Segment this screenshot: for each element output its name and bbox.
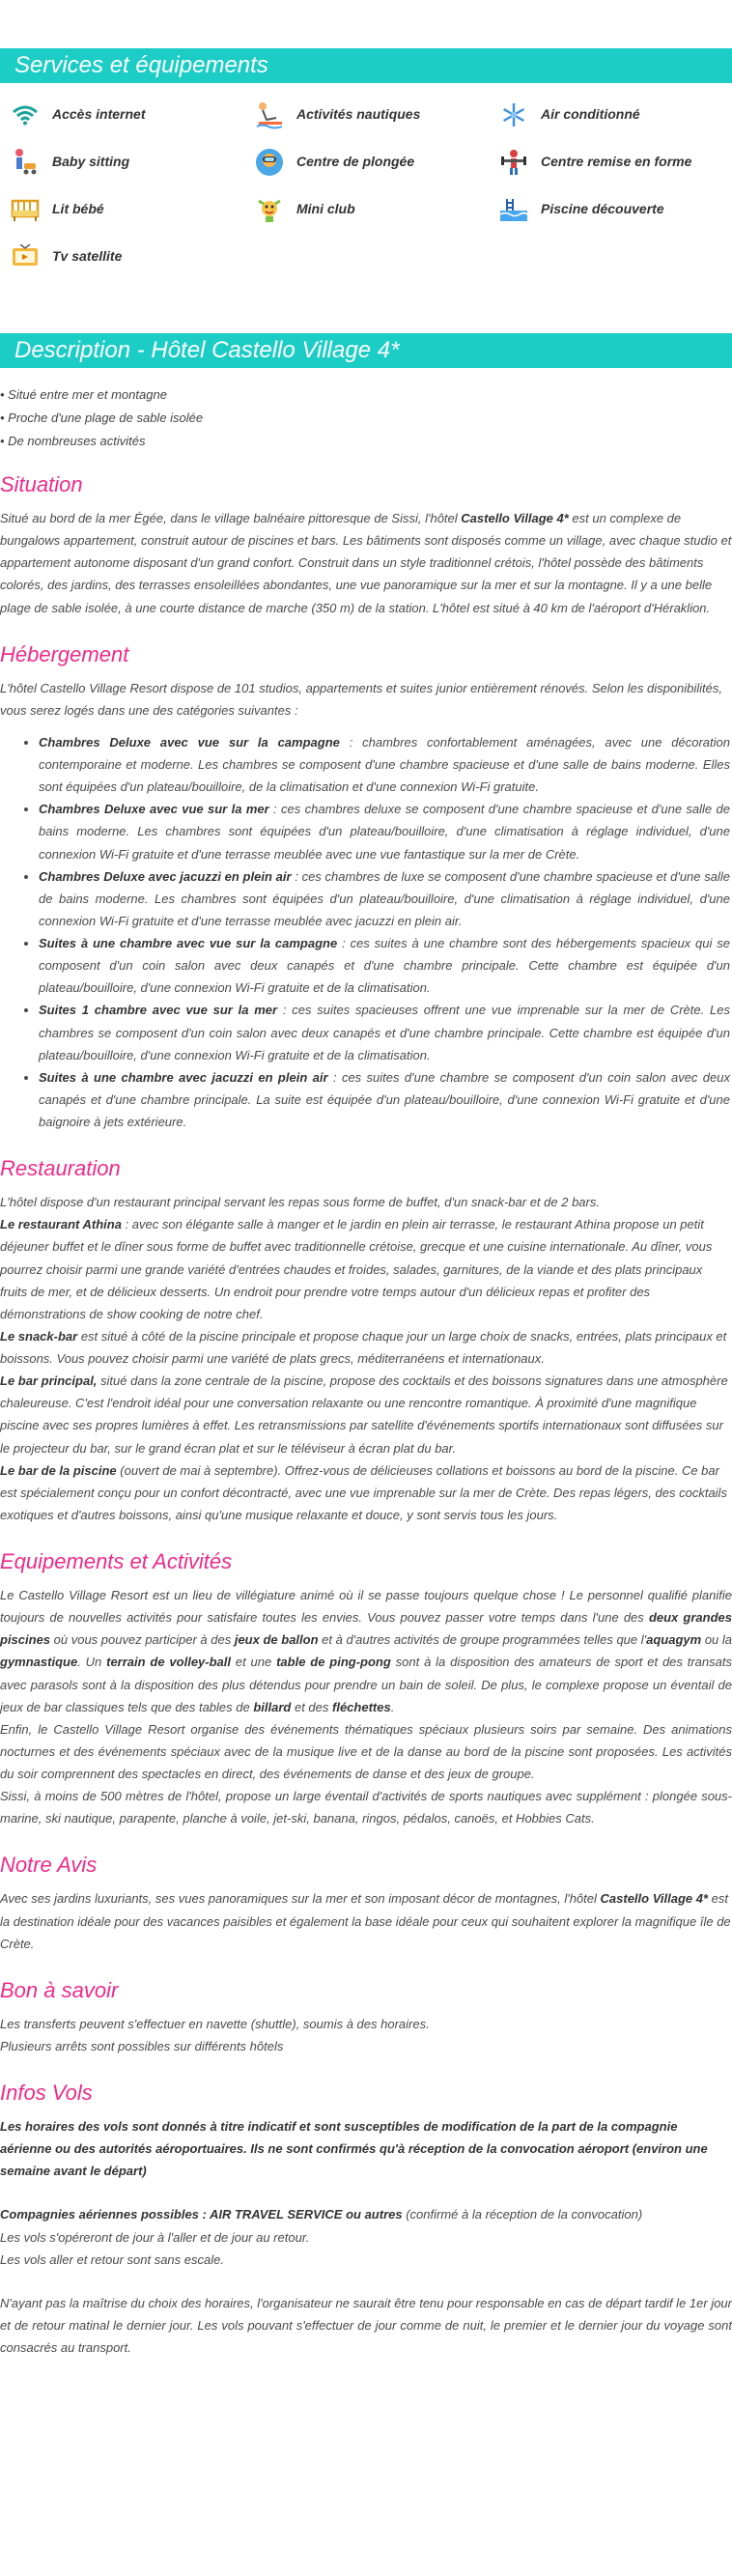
fitness-icon	[498, 147, 529, 178]
diving-icon	[254, 147, 285, 178]
main-bar-text	[0, 1370, 732, 1459]
avis-section	[0, 1851, 732, 1954]
room-type-item	[39, 731, 732, 798]
service-label: Tv satellite	[52, 248, 123, 265]
highlights-list	[0, 383, 732, 453]
pool-bar-text	[0, 1459, 732, 1526]
service-label: Activités nautiques	[296, 106, 421, 123]
warning-text: Les horaires des vols sont donnés à titre indicatif et sont susceptibles de modification de la part de la compagnie aérienne ou des autorités aéroportuaires. Ils ne sont confirmés qu'à réception de la convocation aéroport (environ une semaine avant le départ)	[0, 2119, 708, 2179]
service-item-internet	[10, 91, 254, 138]
highlight: table de ping-pong	[276, 1655, 391, 1670]
highlight: jeux de ballon	[234, 1632, 319, 1648]
crib-icon	[10, 194, 41, 225]
service-item-nautical	[254, 91, 498, 138]
stops-info: Plusieurs arrêts sont possibles sur différents hôtels	[0, 2038, 284, 2053]
situation-heading: Situation	[0, 472, 83, 496]
services-grid	[0, 83, 732, 280]
room-type-name: Chambres Deluxe avec vue sur la campagne	[39, 734, 340, 750]
room-type-name: Suites 1 chambre avec vue sur la mer	[39, 1003, 278, 1018]
description-banner	[0, 333, 732, 368]
water-sports-paragraph: Sissi, à moins de 500 mètres de l'hôtel, propose un large éventail d'activités de sports nautiques avec supplément : plongée sous-marine, ski nautique, parapente, planche à voile, jet-ski, banana, ringos, pédalos, canoës, et Hobbies Cats.	[0, 1789, 732, 1826]
highlight: billard	[253, 1699, 292, 1714]
room-type-text: : chambres confortablement aménagées, avec une décoration contemporaine et moderne. Les chambres se composent d'une chambre spacieuse et d'une salle de bains moderne. Elles sont équipées d'un plateau/bouilloire, de la climatisation et d'une connexion Wi-Fi gratuite.	[39, 734, 730, 795]
room-type-text: : ces suites d'une chambre se composent d'un coin salon avec deux canapés et d'une chambre principale. La suite est équipée d'un plateau/bouilloire, d'une connexion Wi-Fi gratuite et d'une baignoire à jets extérieure.	[39, 1069, 730, 1129]
room-type-name: Chambres Deluxe avec jacuzzi en plein air	[39, 868, 292, 884]
text-run: .	[390, 1699, 395, 1714]
airlines-label: Compagnies aériennes possibles : AIR TRAVEL SERVICE ou autres	[0, 2207, 403, 2222]
pool-bar-name: Le bar de la piscine	[0, 1462, 117, 1478]
spacer	[0, 2182, 732, 2203]
service-label: Piscine découverte	[541, 201, 664, 217]
text-run: Avec ses jardins luxuriants, ses vues panoramiques sur la mer et son imposant décor de montagnes, l'hôtel	[0, 1891, 601, 1907]
transfer-info: Les transferts peuvent s'effectuer en navette (shuttle), soumis à des horaires.	[0, 2016, 430, 2031]
situation-text	[0, 507, 732, 619]
baby-sitting-icon	[10, 147, 41, 178]
text-run: est la destination idéale pour des vacances paisibles et également la base idéale pour ceux qui souhaitent explorer la magnifique île de Crète.	[0, 1891, 731, 1951]
text-run: sont à la disposition des amateurs de sport et des transats avec parasols sont à la disposition des plus détendus pour prendre un bain de soleil. De plus, le complexe propose un éventail de jeux de bar classiques tels que des tables de	[0, 1655, 732, 1714]
text-run: et à d'autres activités de groupe programmées telles que l'	[318, 1632, 647, 1648]
room-type-item	[39, 999, 732, 1065]
room-type-name: Suites à une chambre avec jacuzzi en plein air	[39, 1069, 328, 1085]
flight-warning	[0, 2115, 732, 2182]
restaurant-name: Le restaurant Athina	[0, 1217, 122, 1232]
room-type-item	[39, 932, 732, 999]
services-banner	[0, 48, 732, 83]
service-label: Mini club	[296, 201, 355, 217]
highlight: gymnastique	[0, 1655, 78, 1670]
bon-text	[0, 2013, 732, 2057]
text-run: Situé au bord de la mer Égée, dans le village balnéaire pittoresque de Sissi, l'hôtel	[0, 511, 462, 525]
room-type-item	[39, 1066, 732, 1133]
service-item-tv	[10, 233, 254, 280]
spacer	[0, 2271, 732, 2292]
service-label: Accès internet	[52, 106, 146, 123]
text-run: où vous pouvez participer à des	[50, 1632, 235, 1648]
snack-bar-text	[0, 1325, 732, 1370]
services-title: Services et équipements	[14, 52, 268, 78]
avis-heading: Notre Avis	[0, 1853, 98, 1878]
restaurant-athina-text	[0, 1213, 732, 1325]
room-type-item	[39, 865, 732, 932]
service-item-miniclub	[254, 185, 498, 233]
text-run: : avec son élégante salle à manger et le jardin en plein air terrasse, le restaurant Athina propose un petit déjeuner buffet et le dîner sous forme de buffet avec traditionnelle crétoise, grecque et une cuisine internationale. Au dîner, vous pourrez choisir parmi une grande variété d'entrées chaudes et froides, salades, garnitures, de la viande et des plats principaux fruits de mer, et de délicieux desserts. Un endroit pour prendre votre temps autour d'un délicieux repas et profiter des démonstrations de show cooking de notre chef.	[0, 1217, 713, 1321]
service-item-crib	[10, 185, 254, 233]
restauration-intro: L'hôtel dispose d'un restaurant principal servant les repas sous forme de buffet, d'un snack-bar et de 2 bars.	[0, 1195, 600, 1210]
text-run: est un complexe de bungalows appartement, construit autour de piscines et bars. Les bâtiments sont disposés comme un village, avec chaque studio et appartement autonome disposant d'un grand confort. Construit dans un style traditionnel crétois, l'hôtel possède des bâtiments colorés, des jardins, des terrasses ensoleillées abondantes, une vue panoramique sur la mer et sur la montagne. Il y a une belle plage de sable isolée, à une courte distance de marche (350 m) de la station. L'hôtel est situé à 40 km de l'aéroport d'Héraklion.	[0, 511, 732, 615]
highlight-item: • Situé entre mer et montagne	[0, 387, 167, 402]
equipements-text	[0, 1584, 732, 1829]
disclaimer: N'ayant pas la maîtrise du choix des horaires, l'organisateur ne saurait être tenu pour responsable en cas de départ tardif le 1er jour et de retour matinal le dernier jour. Les vols pouvant s'effectuer de jour comme de nuit, le premier et le dernier jour du voyage sont consacrés au transport.	[0, 2295, 732, 2355]
service-label: Air conditionné	[541, 106, 640, 123]
airlines-info	[0, 2203, 732, 2225]
room-type-name: Suites à une chambre avec vue sur la campagne	[39, 936, 338, 950]
description-title: Description - Hôtel Castello Village 4*	[14, 337, 400, 363]
text-run: est situé à côté de la piscine principale et propose chaque jour un large choix de snacks, entrées, plats principaux et boissons. Vous pouvez choisir parmi une variété de plats grecs, méditerranéens et internationaux.	[0, 1328, 727, 1366]
vols-section	[0, 2079, 732, 2359]
text-run: (confirmé à la réception de la convocation)	[402, 2207, 643, 2222]
vols-heading: Infos Vols	[0, 2081, 93, 2105]
snowflake-icon	[498, 99, 529, 130]
highlight: aquagym	[646, 1632, 702, 1648]
highlight: fléchettes	[332, 1699, 391, 1714]
text-run: . Un	[77, 1655, 107, 1670]
highlight-item: • Proche d'une plage de sable isolée	[0, 410, 204, 425]
bon-section	[0, 1976, 732, 2057]
highlight: deux grandes piscines	[0, 1610, 732, 1648]
events-paragraph: Enfin, le Castello Village Resort organise des événements thématiques spéciaux plusieurs soirs par semaine. Des animations nocturnes et des événements spéciaux avec de la musique live et de la danse au bord de la piscine sont proposées. Les activités du soir comprennent des spectacles en direct, des événements de danse et des jeux de groupe.	[0, 1721, 732, 1781]
service-label: Baby sitting	[52, 154, 130, 170]
nonstop-info: Les vols aller et retour sont sans escale.	[0, 2251, 224, 2267]
hotel-name: Castello Village 4*	[600, 1891, 709, 1907]
main-bar-name: Le bar principal,	[0, 1373, 98, 1389]
vols-text	[0, 2115, 732, 2359]
restauration-text	[0, 1191, 732, 1526]
room-type-text: : ces chambres de luxe se composent d'une chambre spacieuse et d'une salle de bains moderne. Les chambres sont équipées d'un plateau/bouilloire, d'une climatisation à réglage individuel, d'une connexion Wi-Fi gratuite et d'une terrasse meublée avec jacuzzi en plein air.	[39, 868, 730, 928]
service-item-aircon	[498, 91, 732, 138]
nautical-activities-icon	[254, 99, 285, 130]
restauration-section	[0, 1154, 732, 1526]
room-type-text: : ces suites à une chambre sont des hébergements spacieux qui se composent d'un coin salon avec deux canapés et d'une chambre principale. Cette chambre est équipée d'un plateau/bouilloire, d'une connexion Wi-Fi gratuite et de la climatisation.	[39, 936, 731, 996]
highlight-item: • De nombreuses activités	[0, 434, 146, 448]
pool-icon	[498, 194, 529, 225]
avis-text	[0, 1887, 732, 1954]
service-label: Centre remise en forme	[541, 154, 692, 170]
equipements-heading: Equipements et Activités	[0, 1549, 233, 1573]
hotel-name: Castello Village 4*	[461, 511, 569, 525]
service-item-fitness	[498, 138, 732, 185]
service-item-pool	[498, 185, 732, 233]
wifi-icon	[10, 99, 41, 130]
hebergement-heading: Hébergement	[0, 641, 129, 666]
text-run: (ouvert de mai à septembre). Offrez-vous de délicieuses collations et boissons au bord de la piscine. Ce bar est spécialement conçu pour un confort décontracté, avec une vue imprenable sur la mer de Crète. Des repas légers, des cocktails exotiques et d'autres boissons, ainsi qu'une musique relaxante et douce, y sont servis tous les jours.	[0, 1462, 727, 1522]
room-type-text: : ces chambres deluxe se composent d'une chambre spacieuse et d'une salle de bains moderne. Les chambres sont équipées d'un plateau/bouilloire, d'une climatisation à réglage individuel, d'une connexion Wi-Fi gratuite et d'une terrasse meublée avec une vue fantastique sur la mer de Crète.	[39, 802, 730, 862]
service-label: Lit bébé	[52, 201, 104, 217]
day-flights-info: Les vols s'opéreront de jour à l'aller et de jour au retour.	[0, 2229, 310, 2245]
service-item-babysitting	[10, 138, 254, 185]
bon-heading: Bon à savoir	[0, 1977, 119, 2002]
snack-bar-name: Le snack-bar	[0, 1328, 78, 1344]
service-item-diving	[254, 138, 498, 185]
text-run: et des	[291, 1699, 332, 1714]
mini-club-icon	[254, 194, 285, 225]
room-type-name: Chambres Deluxe avec vue sur la mer	[39, 802, 269, 817]
text-run: situé dans la zone centrale de la piscine, propose des cocktails et des boissons signatures dans une atmosphère chaleureuse. C'est l'endroit idéal pour une conversation relaxante ou une rencontre romantique. À proximité d'une magnifique piscine avec ses propres lumières à effet. Les retransmissions par satellite d'événements sportifs internationaux sont diffusées sur le projecteur du bar, sur le grand écran plat et sur le téléviseur à écran plat du bar.	[0, 1373, 728, 1456]
hebergement-intro: L'hôtel Castello Village Resort dispose de 101 studios, appartements et suites junior entièrement rénovés. Selon les disponibilités, vous serez logés dans une des catégories suivantes :	[0, 680, 723, 718]
tv-icon	[10, 241, 41, 272]
situation-section	[0, 470, 732, 619]
text-run: Le Castello Village Resort est un lieu de villégiature animé où il se passe toujours quelque chose ! Le personnel qualifié planifie toujours de nouvelles activités pour satisfaire toutes les envies. Vous pouvez passer votre temps dans l'une des	[0, 1588, 732, 1626]
text-run: ou la	[701, 1632, 732, 1648]
hebergement-section	[0, 640, 732, 1134]
highlight: terrain de volley-ball	[106, 1655, 232, 1670]
room-type-text: : ces suites spacieuses offrent une vue imprenable sur la mer de Crète. Les chambres se composent d'un coin salon avec deux canapés et d'une chambre principale. Cette chambre est équipée d'un plateau/bouilloire, d'une connexion Wi-Fi gratuite et de la climatisation.	[39, 1003, 730, 1062]
text-run: et une	[231, 1655, 277, 1670]
room-types-list	[39, 731, 732, 1133]
equipements-paragraph	[0, 1584, 732, 1718]
service-label: Centre de plongée	[296, 154, 415, 170]
room-type-item	[39, 798, 732, 864]
equipements-section	[0, 1547, 732, 1829]
restauration-heading: Restauration	[0, 1156, 121, 1181]
